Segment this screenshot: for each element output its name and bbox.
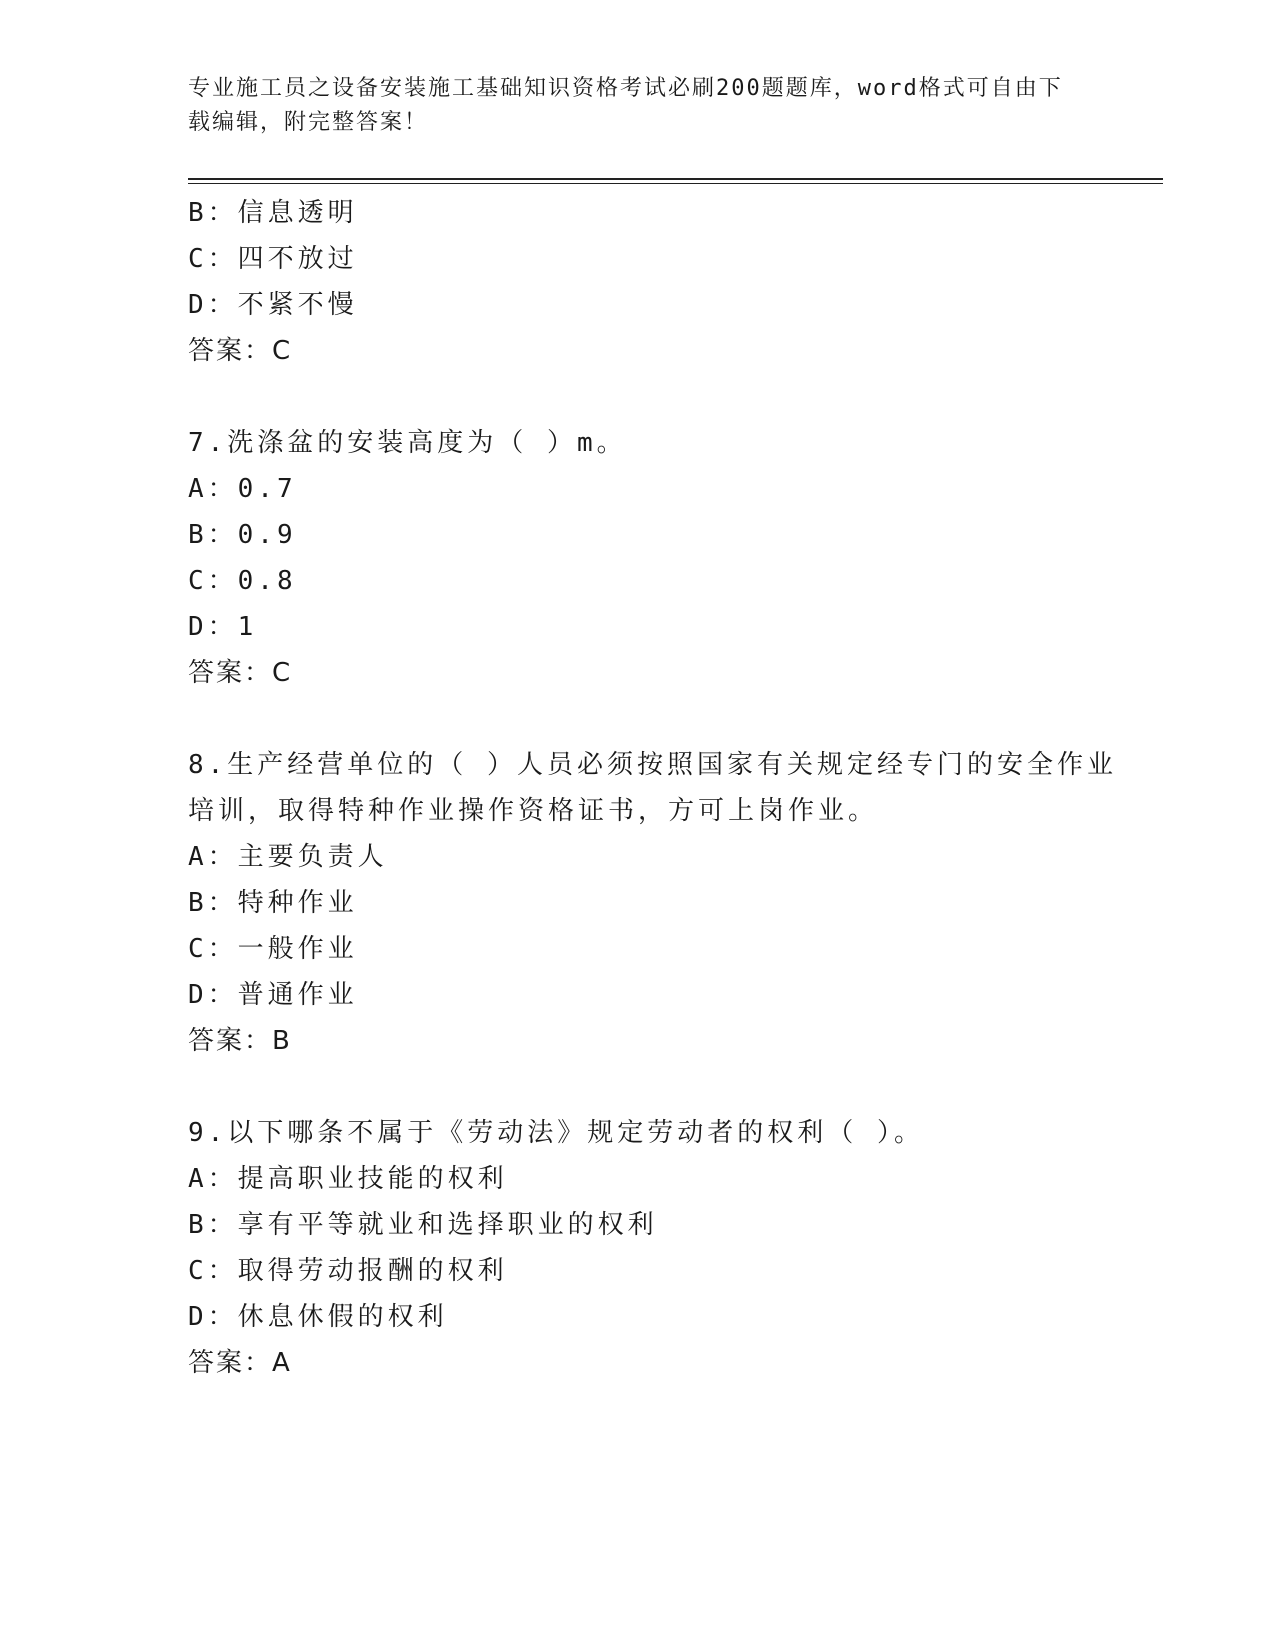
header-divider bbox=[188, 178, 1163, 184]
answer-line: 答案：C bbox=[188, 658, 293, 688]
question-block-prev bbox=[188, 190, 1088, 374]
question-block-9 bbox=[188, 1110, 1088, 1386]
option-c: C：一般作业 bbox=[188, 934, 358, 964]
question-text-line-1: 8.生产经营单位的（ ）人员必须按照国家有关规定经专门的安全作业 bbox=[188, 750, 1117, 780]
option-c: C：取得劳动报酬的权利 bbox=[188, 1256, 508, 1286]
question-block-7 bbox=[188, 420, 1088, 696]
option-b: B：0.9 bbox=[188, 520, 297, 550]
question-list bbox=[188, 190, 1117, 1386]
option-c: C：0.8 bbox=[188, 566, 297, 596]
document-header: 专业施工员之设备安装施工基础知识资格考试必刷200题题库，word格式可自由下载编辑，附完整答案！ bbox=[188, 76, 1063, 135]
question-text: 7.洗涤盆的安装高度为（ ）m。 bbox=[188, 428, 627, 458]
option-d: D：不紧不慢 bbox=[188, 290, 358, 320]
question-text: 9.以下哪条不属于《劳动法》规定劳动者的权利（ ）。 bbox=[188, 1118, 924, 1148]
option-a: A：0.7 bbox=[188, 474, 297, 504]
answer-line: 答案：B bbox=[188, 1026, 292, 1056]
question-text-line-2: 培训，取得特种作业操作资格证书，方可上岗作业。 bbox=[188, 796, 879, 826]
option-a: A：提高职业技能的权利 bbox=[188, 1164, 508, 1194]
option-b: B：信息透明 bbox=[188, 198, 358, 228]
answer-line: 答案：C bbox=[188, 336, 293, 366]
option-b: B：享有平等就业和选择职业的权利 bbox=[188, 1210, 658, 1240]
question-block-8 bbox=[188, 742, 1117, 1064]
option-d: D：1 bbox=[188, 612, 258, 642]
spacer bbox=[188, 696, 1088, 742]
option-b: B：特种作业 bbox=[188, 888, 358, 918]
option-d: D：普通作业 bbox=[188, 980, 358, 1010]
option-d: D：休息休假的权利 bbox=[188, 1302, 448, 1332]
option-c: C：四不放过 bbox=[188, 244, 358, 274]
spacer bbox=[188, 1064, 1088, 1110]
option-a: A：主要负责人 bbox=[188, 842, 388, 872]
answer-line: 答案：A bbox=[188, 1348, 292, 1378]
spacer bbox=[188, 374, 1088, 420]
